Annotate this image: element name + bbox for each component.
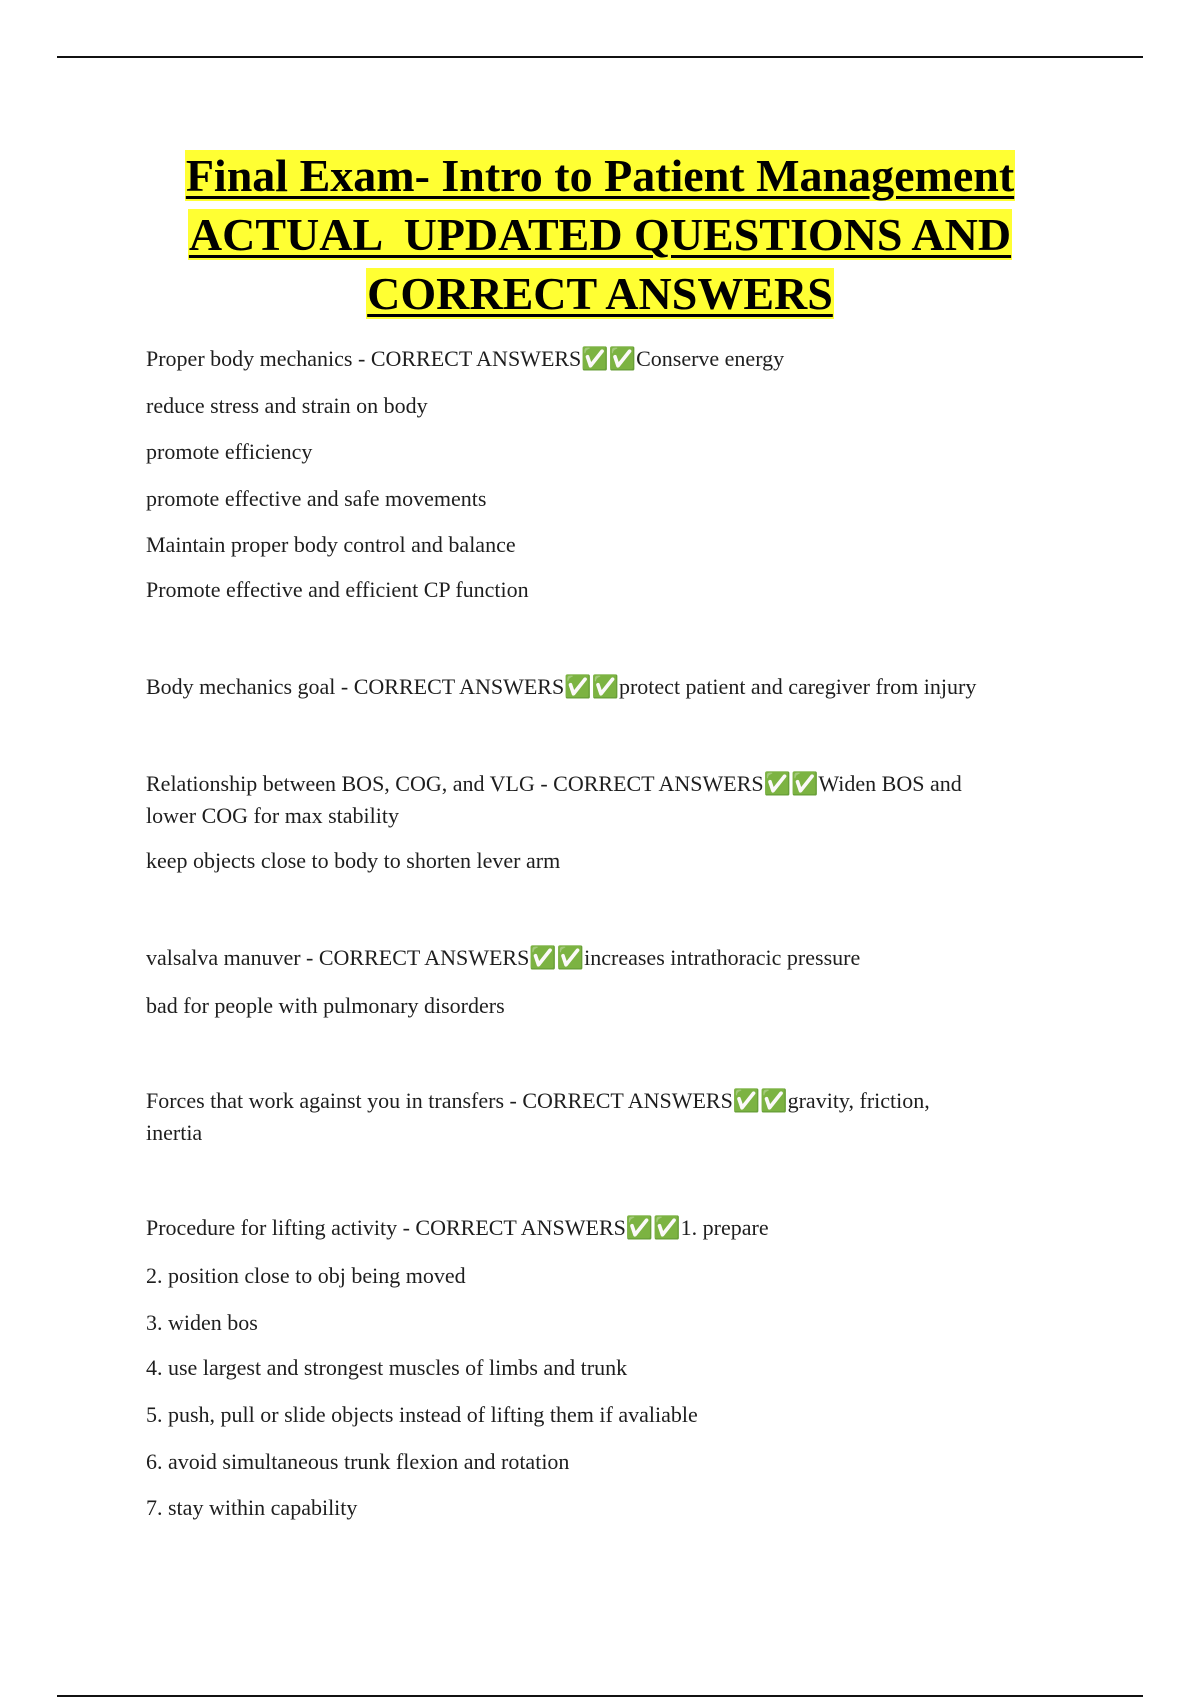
qa-1-question-line: Proper body mechanics - CORRECT ANSWERS✅✅Conserve energy [146, 346, 785, 371]
qa-2-question-line: Body mechanics goal - CORRECT ANSWERS✅✅protect patient and caregiver from injury [146, 674, 977, 699]
qa-6-answer-line: 3. widen bos [146, 1310, 258, 1335]
qa-6-answer-line: 2. position close to obj being moved [146, 1263, 466, 1288]
qa-1-answer-line: Promote effective and efficient CP function [146, 577, 529, 602]
qa-6-answer-line: 7. stay within capability [146, 1495, 358, 1520]
qa-6-answer-line: 5. push, pull or slide objects instead of lifting them if avaliable [146, 1402, 698, 1427]
qa-6-answer-line: 6. avoid simultaneous trunk flexion and rotation [146, 1449, 570, 1474]
title-line-2: ACTUAL UPDATED QUESTIONS AND [188, 209, 1012, 260]
bottom-rule [57, 1695, 1143, 1697]
qa-6-answer-line: 4. use largest and strongest muscles of limbs and trunk [146, 1355, 628, 1380]
qa-3-question-line: Relationship between BOS, COG, and VLG - CORRECT ANSWERS✅✅Widen BOS and [146, 771, 962, 796]
qa-1-answer-line: reduce stress and strain on body [146, 393, 428, 418]
qa-3-question-line-cont: lower COG for max stability [146, 803, 399, 828]
qa-4-answer-line: bad for people with pulmonary disorders [146, 993, 505, 1018]
qa-1-answer-line: promote effective and safe movements [146, 486, 487, 511]
qa-1-answer-line: Maintain proper body control and balance [146, 532, 516, 557]
title-line-3: CORRECT ANSWERS [367, 268, 833, 319]
qa-4-question-line: valsalva manuver - CORRECT ANSWERS✅✅increases intrathoracic pressure [146, 945, 861, 970]
title-line-1: Final Exam- Intro to Patient Management [185, 150, 1015, 201]
qa-5-question-line: Forces that work against you in transfers - CORRECT ANSWERS✅✅gravity, friction, [146, 1088, 930, 1113]
qa-3-answer-line: keep objects close to body to shorten lever arm [146, 848, 561, 873]
qa-6-question-line: Procedure for lifting activity - CORRECT ANSWERS✅✅1. prepare [146, 1215, 769, 1240]
qa-1-answer-line: promote efficiency [146, 439, 313, 464]
qa-5-question-line-cont: inertia [146, 1120, 203, 1145]
